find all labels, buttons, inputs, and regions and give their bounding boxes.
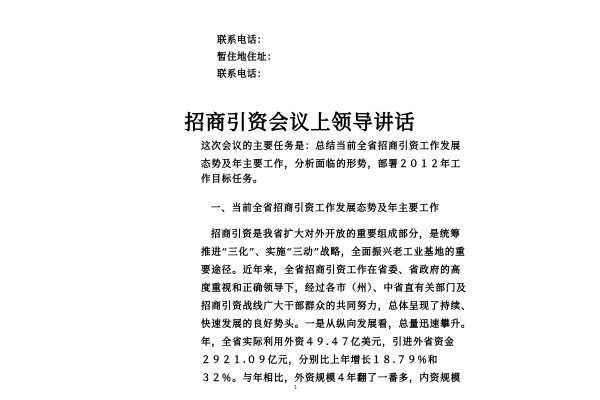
- paragraph-line: 年，全省实际利用外资４９.４７亿美元，引进外省资金: [201, 337, 455, 348]
- temporary-address-label: 暂住地住址：: [217, 52, 278, 63]
- paragraph-line: 招商引资战线广大干部群众的共同努力，总体呈现了持续、: [201, 301, 472, 312]
- paragraph-line: 要途径。近年来，全省招商引资工作在省委、省政府的高: [201, 265, 462, 276]
- intro-line: 作目标任务。: [201, 174, 264, 185]
- intro-line: 态势及年主要工作，分析面临的形势，部署２０１２年工: [201, 159, 462, 170]
- page-number: 1: [294, 385, 298, 391]
- paragraph-line: 推进“三化”、实施“三动”战略，全面振兴老工业基地的重: [201, 247, 466, 258]
- paragraph-line: 度重视和正确领导下，经过各市（州）、中省直有关部门及: [201, 283, 467, 294]
- section-heading: 一、当前全省招商引资工作发展态势及年主要工作: [211, 203, 440, 214]
- contact-phone-label-second: 联系电话：: [217, 69, 268, 80]
- document-title: 招商引资会议上领导讲话: [184, 110, 416, 134]
- intro-line: 这次会议的主要任务是：总结当前全省招商引资工作发展: [201, 141, 462, 152]
- paragraph-line: 快速发展的良好势头。一是从纵向发展看，总量迅速攀升。: [201, 319, 472, 330]
- contact-phone-label: 联系电话：: [217, 35, 268, 46]
- paragraph-line: ２９２１.０９亿元，分别比上年增长１８.７９％和: [201, 355, 439, 366]
- paragraph-line: ３２％。与年相比，外资规模４年翻了一番多，内资规模: [201, 373, 462, 384]
- paragraph-line: 招商引资是我省扩大对外开放的重要组成部分，是统筹: [211, 229, 461, 240]
